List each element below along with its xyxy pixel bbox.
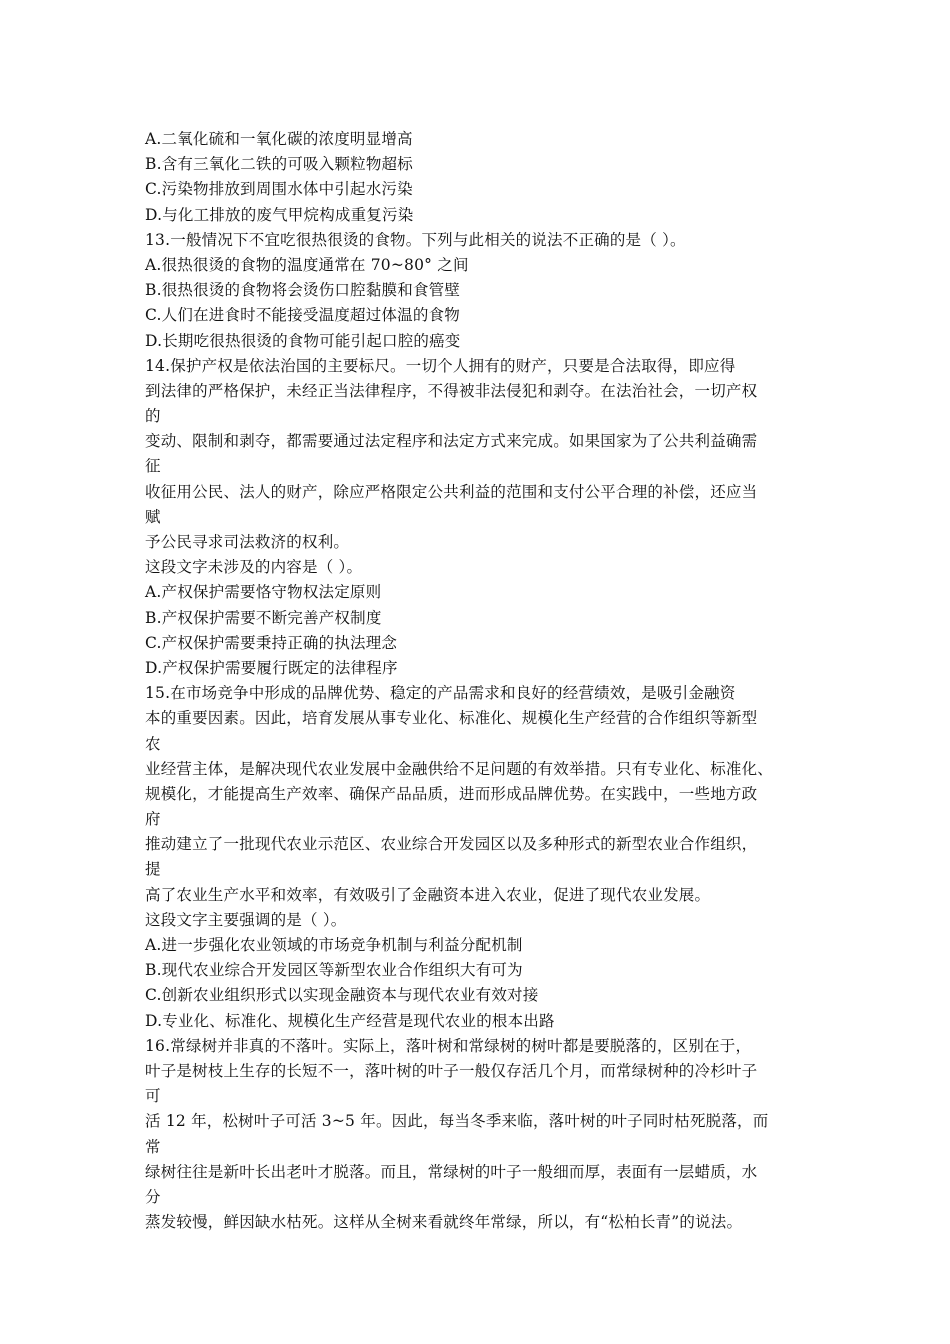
text-line: 赋: [145, 507, 161, 526]
text-line: C.人们在进食时不能接受温度超过体温的食物: [145, 306, 460, 325]
text-line: C.产权保护需要秉持正确的执法理念: [145, 633, 398, 652]
text-line: 15.在市场竞争中形成的品牌优势、稳定的产品需求和良好的经营绩效，是吸引金融资: [145, 684, 736, 703]
text-line: B.现代农业综合开发园区等新型农业合作组织大有可为: [145, 961, 523, 980]
text-line: 绿树往往是新叶长出老叶才脱落。而且，常绿树的叶子一般细而厚，表面有一层蜡质，水: [145, 1162, 758, 1181]
text-line: 予公民寻求司法救济的权利。: [145, 533, 350, 551]
text-line: 征: [145, 457, 161, 476]
text-line: A.很热很烫的食物的温度通常在 70~80° 之间: [145, 255, 469, 274]
text-line: 高了农业生产水平和效率，有效吸引了金融资本进入农业，促进了现代农业发展。: [145, 885, 711, 904]
text-line: 推动建立了一批现代农业示范区、农业综合开发园区以及多种形式的新型农业合作组织，: [145, 835, 758, 854]
text-line: 业经营主体，是解决现代农业发展中金融供给不足问题的有效举措。只有专业化、标准化、: [145, 759, 774, 778]
text-line: 到法律的严格保护，未经正当法律程序，不得被非法侵犯和剥夺。在法治社会，一切产权: [145, 381, 758, 400]
text-line: 分: [145, 1187, 161, 1206]
text-line: B.产权保护需要不断完善产权制度: [145, 608, 382, 627]
text-line: 活 12 年，松树叶子可活 3~5 年。因此，每当冬季来临，落叶树的叶子同时枯死脱落，而: [145, 1112, 769, 1131]
text-line: D.与化工排放的废气甲烷构成重复污染: [145, 205, 414, 224]
text-line: 常: [145, 1137, 161, 1156]
text-line: 变动、限制和剥夺，都需要通过法定程序和法定方式来完成。如果国家为了公共利益确需: [145, 432, 758, 451]
text-line: 收征用公民、法人的财产，除应严格限定公共利益的范围和支付公平合理的补偿，还应当: [145, 482, 758, 501]
text-line: D.产权保护需要履行既定的法律程序: [145, 658, 398, 677]
text-line: 13.一般情况下不宜吃很热很烫的食物。下列与此相关的说法不正确的是（ ）。: [145, 230, 686, 249]
text-line: 这段文字主要强调的是（ ）。: [145, 910, 347, 929]
text-line: 叶子是树枝上生存的长短不一，落叶树的叶子一般仅存活几个月，而常绿树种的冷杉叶子: [145, 1061, 758, 1080]
text-line: 这段文字未涉及的内容是（ ）。: [145, 558, 363, 577]
text-line: D.长期吃很热很烫的食物可能引起口腔的癌变: [145, 331, 461, 350]
document-body: [145, 127, 815, 1235]
text-line: 14.保护产权是依法治国的主要标尺。一切个人拥有的财产，只要是合法取得，即应得: [145, 356, 736, 375]
text-line: 16.常绿树并非真的不落叶。实际上，落叶树和常绿树的树叶都是要脱落的，区别在于，: [145, 1036, 752, 1055]
text-line: 本的重要因素。因此，培育发展从事专业化、标准化、规模化生产经营的合作组织等新型: [145, 709, 758, 728]
text-line: B.很热很烫的食物将会烫伤口腔黏膜和食管壁: [145, 281, 461, 300]
text-line: C.污染物排放到周围水体中引起水污染: [145, 180, 413, 199]
text-line: 的: [145, 407, 161, 426]
text-line: B.含有三氧化二铁的可吸入颗粒物超标: [145, 155, 413, 174]
text-line: D.专业化、标准化、规模化生产经营是现代农业的根本出路: [145, 1011, 555, 1030]
text-line: 提: [145, 860, 161, 879]
text-line: 蒸发较慢，鲜因缺水枯死。这样从全树来看就终年常绿，所以，有“松柏长青”的说法。: [145, 1213, 743, 1232]
text-line: 可: [145, 1087, 161, 1106]
text-line: 府: [145, 810, 161, 829]
text-line: 规模化，才能提高生产效率、确保产品品质，进而形成品牌优势。在实践中，一些地方政: [145, 784, 758, 803]
text-line: 农: [145, 734, 161, 753]
text-line: A.二氧化硫和一氧化碳的浓度明显增高: [145, 130, 413, 148]
text-line: A.进一步强化农业领域的市场竞争机制与利益分配机制: [145, 936, 523, 954]
text-line: C.创新农业组织形式以实现金融资本与现代农业有效对接: [145, 986, 539, 1005]
text-line: A.产权保护需要恪守物权法定原则: [145, 583, 382, 602]
